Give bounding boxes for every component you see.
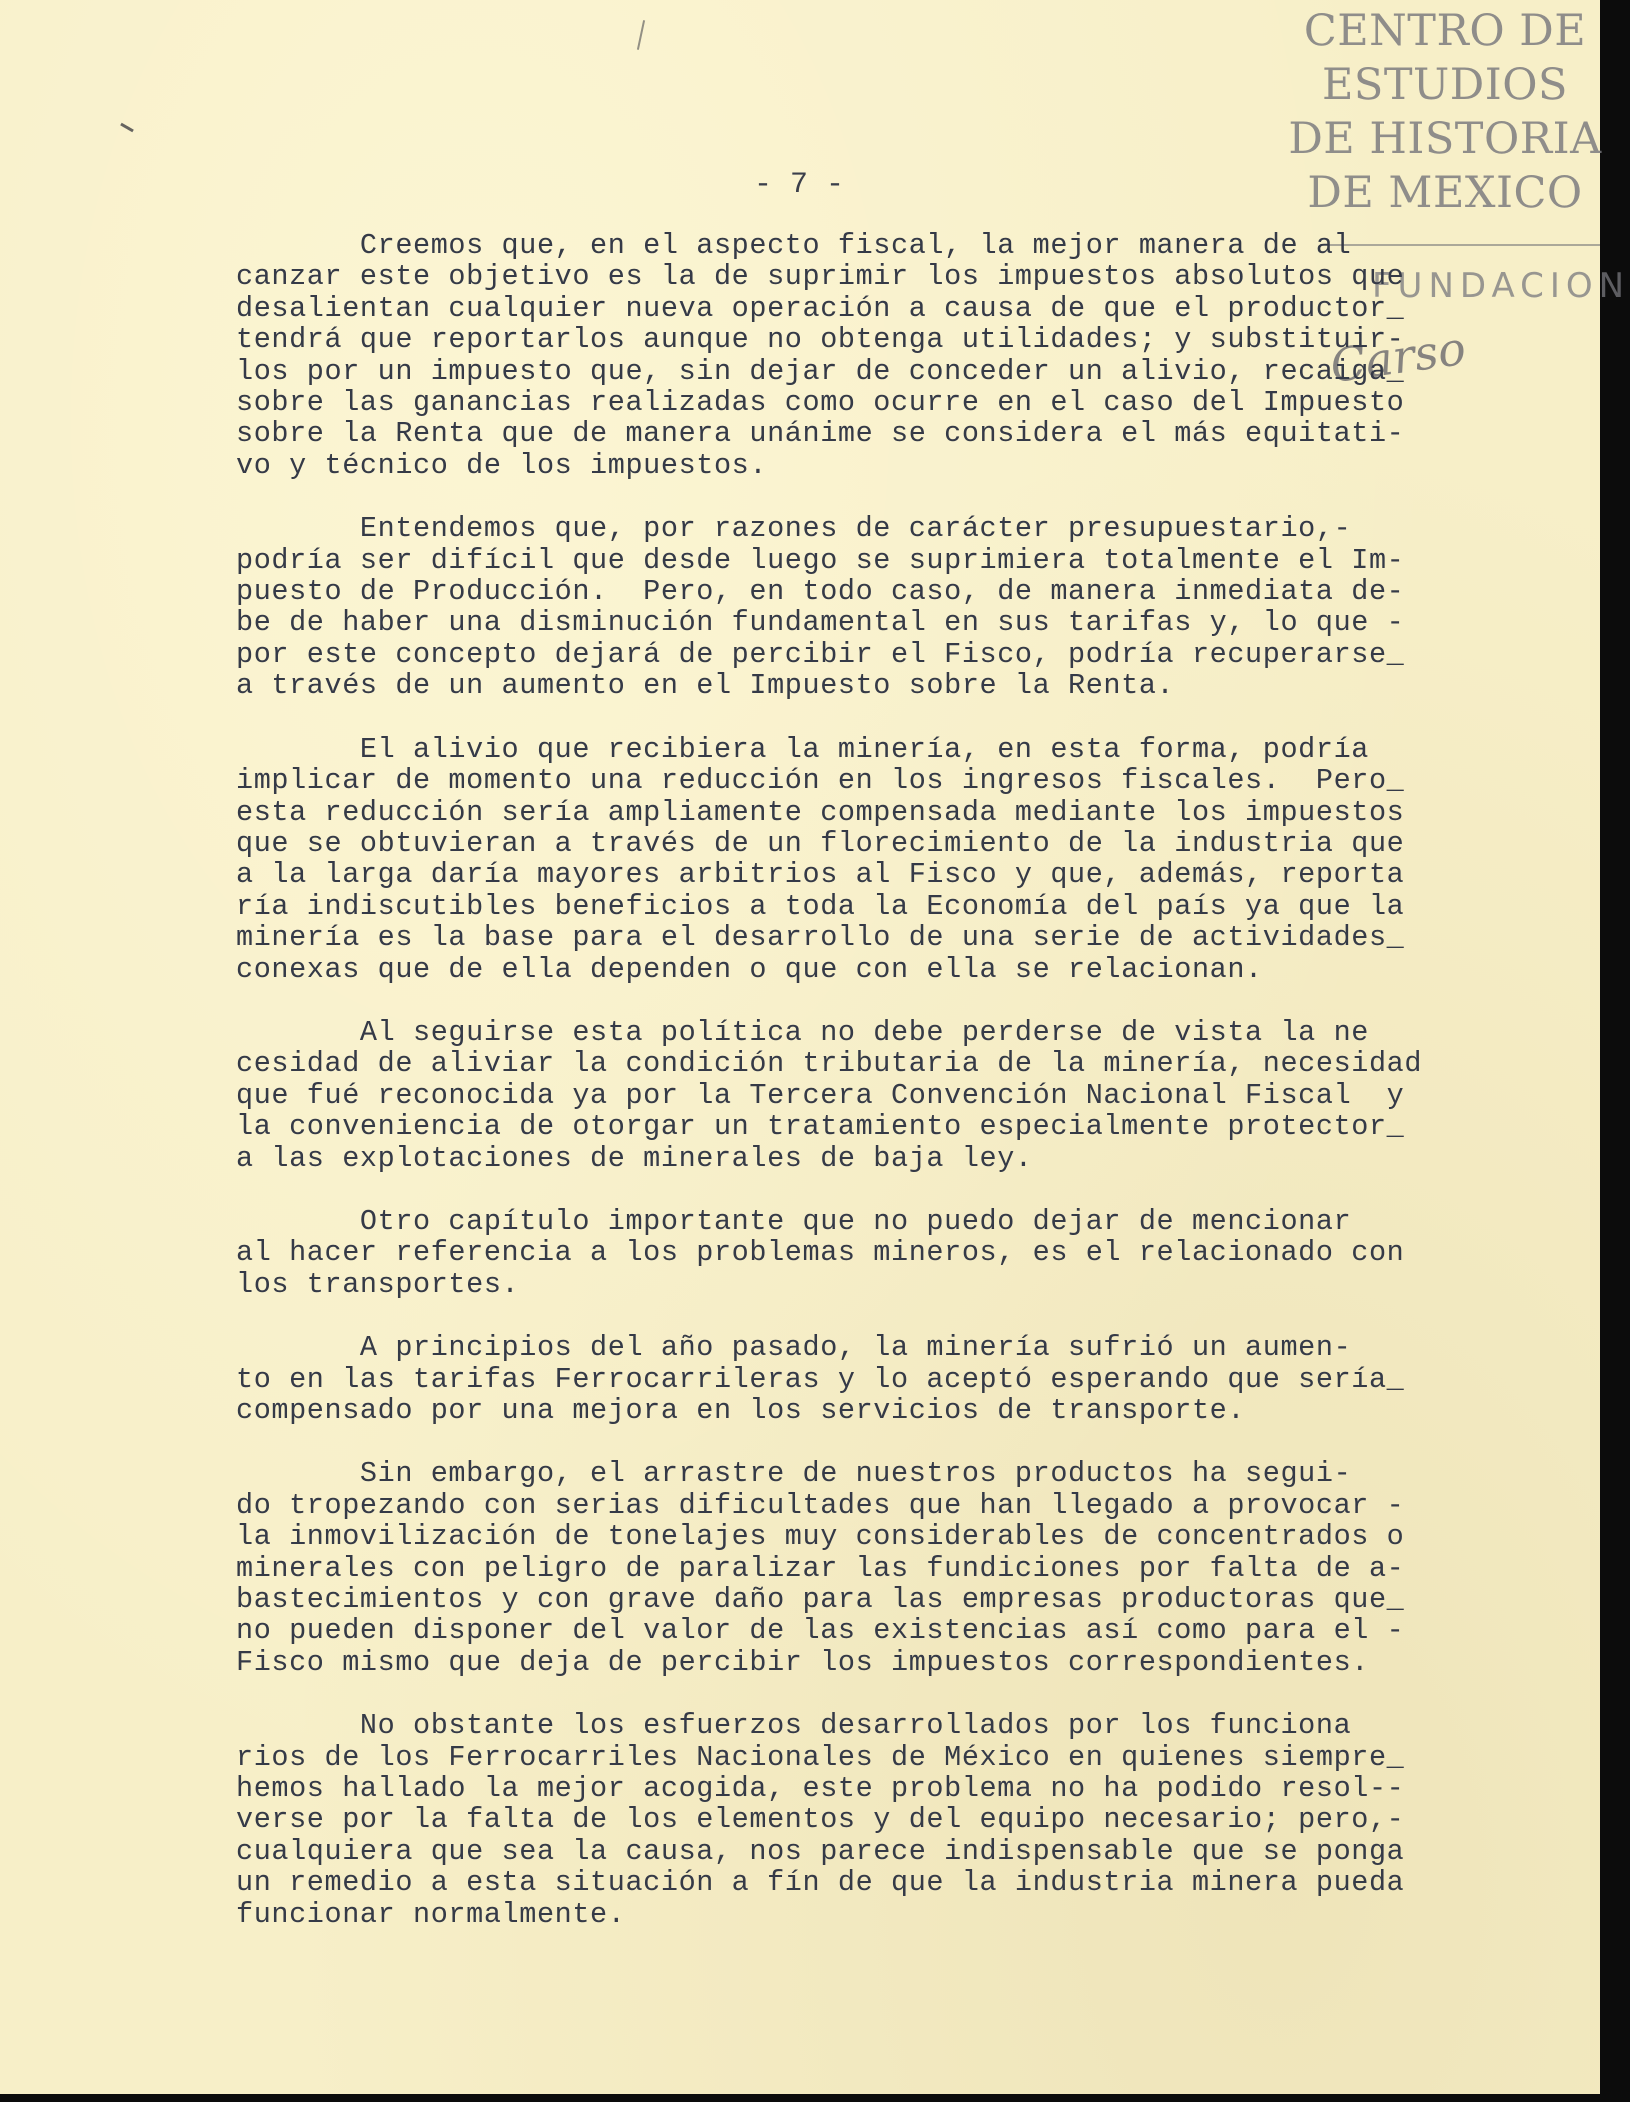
text-line: cualquiera que sea la causa, nos parece indispensable que se ponga	[236, 1834, 1405, 1868]
text-line: los por un impuesto que, sin dejar de conceder un alivio, recaiga_	[236, 354, 1405, 388]
paragraph	[236, 230, 1536, 481]
text-line: por este concepto dejará de percibir el Fisco, podría recuperarse_	[236, 637, 1405, 671]
text-line: vo y técnico de los impuestos.	[236, 448, 768, 482]
text-line: Creemos que, en el aspecto fiscal, la mejor manera de al	[236, 229, 1352, 262]
text-line: verse por la falta de los elementos y del equipo necesario; pero,-	[236, 1803, 1405, 1837]
text-line: No obstante los esfuerzos desarrollados por los funciona	[236, 1709, 1352, 1743]
stamp-line: DE HISTORIA	[1288, 114, 1602, 164]
text-line: desalientan cualquier nueva operación a causa de que el productor_	[236, 291, 1405, 325]
text-line: bastecimientos y con grave daño para las empresas productoras que_	[236, 1583, 1405, 1617]
text-line: tendrá que reportarlos aunque no obtenga utilidades; y substituir-	[236, 323, 1405, 357]
text-line: implicar de momento una reducción en los ingresos fiscales. Pero_	[236, 764, 1405, 798]
text-line: esta reducción sería ampliamente compensada mediante los impuestos	[236, 795, 1405, 829]
text-line: rios de los Ferrocarriles Nacionales de México en quienes siempre_	[236, 1740, 1405, 1774]
text-line: to en las tarifas Ferrocarrileras y lo aceptó esperando que sería_	[236, 1362, 1405, 1396]
stamp-line: DE MEXICO	[1307, 168, 1583, 218]
text-line: no pueden disponer del valor de las existencias así como para el -	[236, 1614, 1405, 1648]
text-line: que fué reconocida ya por la Tercera Convención Nacional Fiscal y	[236, 1078, 1405, 1112]
stamp-line: ESTUDIOS	[1322, 60, 1568, 110]
paragraph	[236, 513, 1536, 701]
paragraph	[236, 734, 1536, 985]
text-line: hemos hallado la mejor acogida, este problema no ha podido resol--	[236, 1772, 1405, 1806]
text-line: un remedio a esta situación a fín de que la industria minera pueda	[236, 1866, 1405, 1900]
paragraph	[236, 1017, 1536, 1174]
text-line: canzar este objetivo es la de suprimir los impuestos absolutos que	[236, 260, 1405, 294]
stamp-line: CENTRO DE	[1303, 6, 1587, 56]
paragraph	[236, 1458, 1536, 1678]
text-line: A principios del año pasado, la minería sufrió un aumen-	[236, 1331, 1352, 1365]
paragraph	[236, 1206, 1536, 1300]
text-line: Sin embargo, el arrastre de nuestros productos ha segui-	[236, 1457, 1352, 1491]
text-line: que se obtuvieran a través de un florecimiento de la industria que	[236, 826, 1405, 860]
text-line: al hacer referencia a los problemas mineros, es el relacionado con	[236, 1236, 1405, 1270]
text-line: sobre la Renta que de manera unánime se considera el más equitati-	[236, 417, 1405, 451]
text-line: compensado por una mejora en los servicios de transporte.	[236, 1394, 1246, 1427]
text-line: funcionar normalmente.	[236, 1897, 626, 1931]
text-line: do tropezando con serias dificultades que han llegado a provocar -	[236, 1488, 1405, 1522]
text-line: los transportes.	[236, 1267, 520, 1301]
text-line: a la larga daría mayores arbitrios al Fisco y que, además, reporta	[236, 858, 1405, 892]
text-line: a las explotaciones de minerales de baja ley.	[236, 1141, 1033, 1175]
pen-mark	[637, 20, 645, 50]
text-line: podría ser difícil que desde luego se suprimiera totalmente el Im-	[236, 543, 1405, 577]
archive-stamp	[1282, 4, 1608, 220]
paragraph	[236, 1332, 1536, 1426]
text-line: Fisco mismo que deja de percibir los impuestos correspondientes.	[236, 1645, 1369, 1679]
text-line: sobre las ganancias realizadas como ocurre en el caso del Impuesto	[236, 386, 1405, 420]
text-line: El alivio que recibiera la minería, en esta forma, podría	[236, 732, 1369, 766]
text-line: cesidad de aliviar la condición tributaria de la minería, necesidad	[236, 1047, 1423, 1081]
text-line: la conveniencia de otorgar un tratamiento especialmente protector_	[236, 1110, 1405, 1144]
pen-mark	[120, 123, 134, 133]
text-line: be de haber una disminución fundamental en sus tarifas y, lo que -	[236, 606, 1405, 640]
paragraph	[236, 1710, 1536, 1930]
text-line: conexas que de ella dependen o que con ella se relacionan.	[236, 952, 1263, 986]
page-number: - 7 -	[754, 168, 845, 202]
text-line: Entendemos que, por razones de carácter presupuestario,-	[236, 512, 1352, 546]
text-line: la inmovilización de tonelajes muy considerables de concentrados o	[236, 1520, 1405, 1554]
stamp-signature: Carso	[1326, 320, 1470, 394]
text-line: ría indiscutibles beneficios a toda la Economía del país ya que la	[236, 889, 1405, 923]
text-line: Otro capítulo importante que no puedo dejar de mencionar	[236, 1204, 1352, 1238]
stamp-foundation: FUNDACION	[1372, 266, 1630, 306]
text-line: puesto de Producción. Pero, en todo caso, de manera inmediata de-	[236, 575, 1405, 609]
text-line: Al seguirse esta política no debe perderse de vista la ne	[236, 1015, 1369, 1049]
text-line: a través de un aumento en el Impuesto sobre la Renta.	[236, 669, 1175, 703]
body-text	[236, 230, 1536, 1962]
text-line: minería es la base para el desarrollo de una serie de actividades_	[236, 921, 1405, 955]
text-line: minerales con peligro de paralizar las fundiciones por falta de a-	[236, 1551, 1405, 1585]
